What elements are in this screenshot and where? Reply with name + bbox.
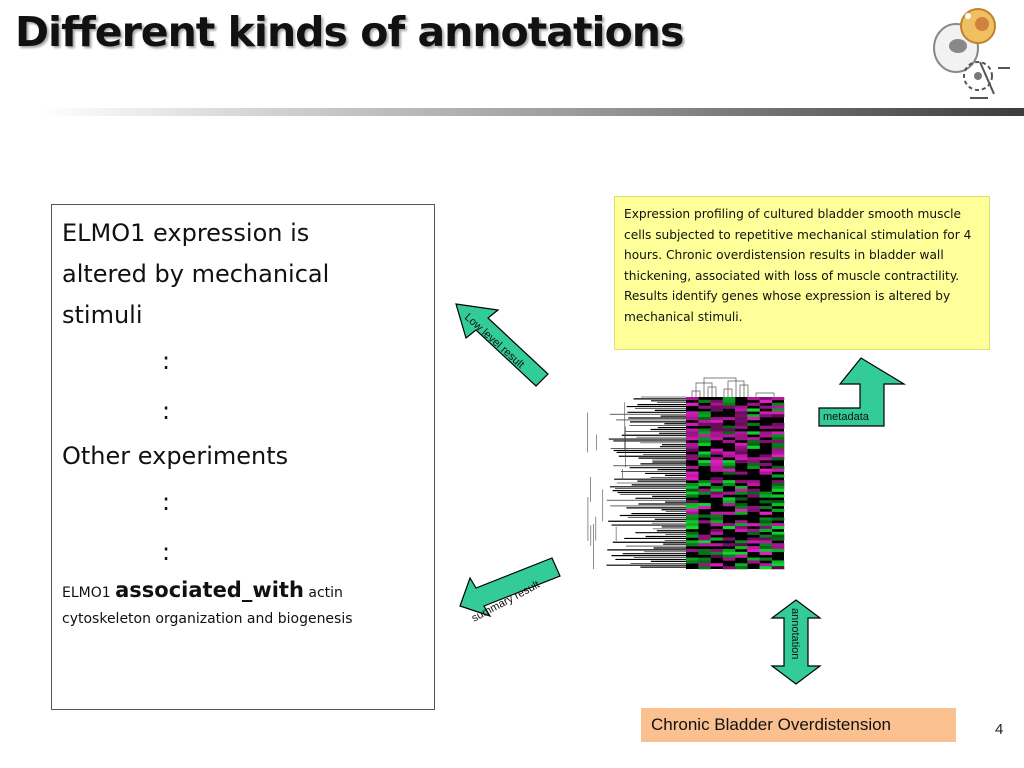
annotation-label: annotation [789, 608, 801, 660]
gene-name: ELMO1 [62, 585, 111, 601]
low-level-result-arrow [452, 300, 552, 390]
ellipsis-colon: : [162, 397, 171, 425]
metadata-label: metadata [823, 411, 869, 423]
ellipsis-colon: : [162, 347, 171, 375]
text-line: stimuli [62, 301, 143, 329]
row-dendrogram [588, 397, 686, 569]
expression-heatmap [584, 377, 786, 571]
metadata-description-box: Expression profiling of cultured bladder smooth muscle cells subjected to repetitive mechanical stimulation for 4 hours. Chronic overdistension results in bladder wall thickening, associated with loss of muscle contractility. Results identify genes whose expression is altered by mechanical stimuli. [614, 196, 990, 350]
go-annotation-label: Chronic Bladder Overdistension [641, 708, 956, 742]
cell-logo-icon [928, 2, 1020, 106]
text-line: altered by mechanical [62, 260, 330, 288]
annotation-double-arrow [768, 598, 824, 686]
go-term-part: actin [308, 585, 343, 601]
low-level-result-label: Low level result [461, 311, 527, 371]
slide-title: Different kinds of annotations [15, 8, 684, 56]
relation-term: associated_with [115, 578, 304, 602]
ellipsis-colon: : [162, 538, 171, 566]
text-line: ELMO1 expression is [62, 219, 310, 247]
association-statement [62, 577, 424, 606]
heatmap-cells [686, 397, 784, 569]
summary-result-arrow [456, 556, 566, 630]
summary-result-label: summary result [469, 578, 542, 625]
annotation-text-box [51, 204, 435, 710]
other-experiments-text: Other experiments [62, 442, 289, 470]
column-dendrogram [692, 378, 774, 397]
metadata-arrow [816, 356, 908, 428]
go-term-continuation: cytoskeleton organization and biogenesis [62, 611, 353, 627]
title-underline [40, 108, 1024, 116]
page-number: 4 [995, 721, 1004, 738]
ellipsis-colon: : [162, 488, 171, 516]
